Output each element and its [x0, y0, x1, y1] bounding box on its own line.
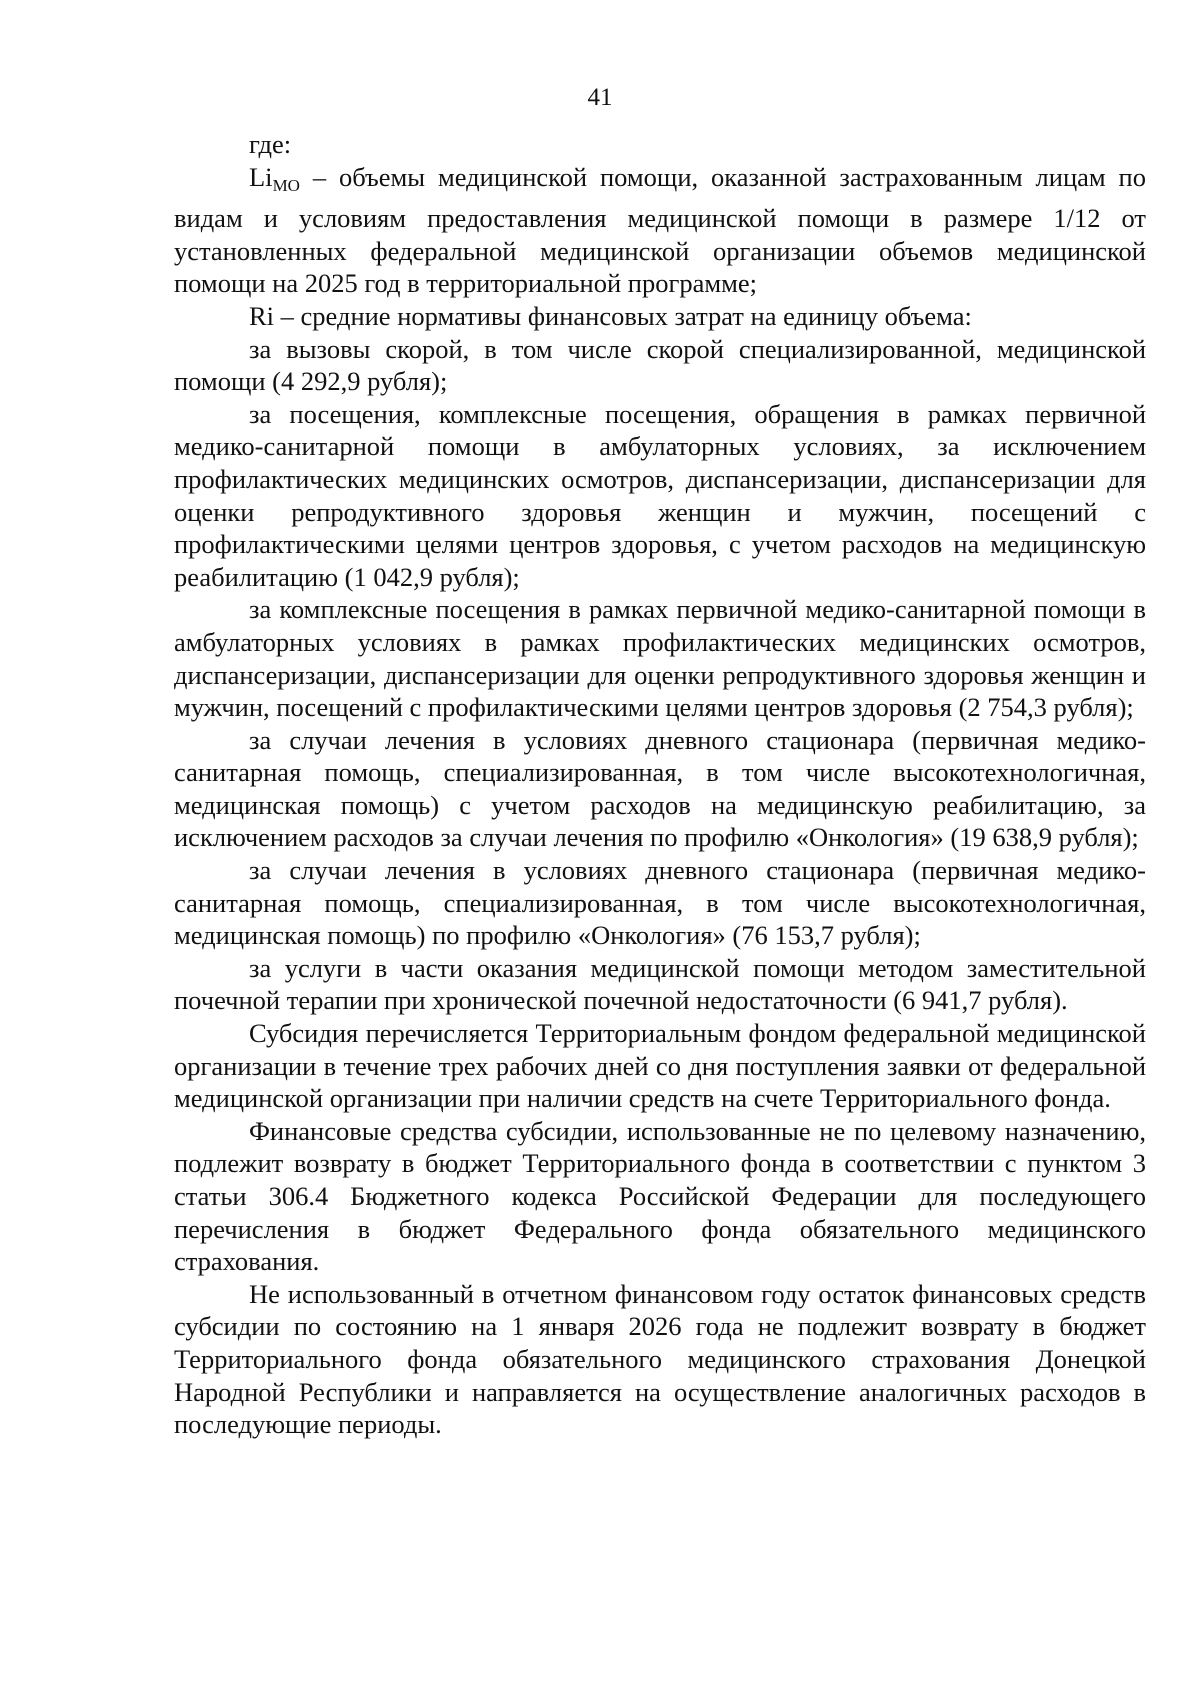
limo-subscript: МО [272, 175, 300, 195]
limo-definition-text: – объемы медицинской помощи, оказанной застрахованным лицам по видам и условиям предоставления медицинской помощи в размере 1/12 от установленных федеральной медицинской организации объемов медицинской помощи на 2025 год в территориальной программе; [174, 161, 1146, 299]
document-body [174, 128, 1146, 1441]
ri-definition: Ri – средние нормативы финансовых затрат на единицу объема: [249, 300, 972, 331]
paragraph-subsidy-transfer: Субсидия перечисляется Территориальным фондом федеральной медицинской организации в течение трех рабочих дней со дня поступления заявки от федеральной медицинской организации при наличии средств на счете Территориального фонда. [174, 1018, 1146, 1114]
norm-item-ambulance: за вызовы скорой, в том числе скорой специализированной, медицинской помощи (4 292,9 рубля); [174, 333, 1146, 397]
norm-item-dialysis: за услуги в части оказания медицинской помощи методом заместительной почечной терапии при хронической почечной недостаточности (6 941,7 рубля). [174, 952, 1146, 1016]
limo-variable: Li [249, 161, 273, 192]
norm-item-day-hospital-oncology: за случаи лечения в условиях дневного стационара (первичная медико-санитарная помощь, специализированная, в том числе высокотехнологичная, медицинская помощь) по профилю «Онкология» (76 153,7 рубля); [174, 855, 1146, 951]
paragraph-subsidy-return: Финансовые средства субсидии, использованные не по целевому назначению, подлежит возврату в бюджет Территориального фонда в соответствии с пунктом 3 статьи 306.4 Бюджетного кодекса Российской Федерации для последующего перечисления в бюджет Федерального фонда обязательного медицинского страхования. [174, 1115, 1146, 1277]
limo-definition [174, 161, 1146, 300]
intro-line: где: [249, 129, 292, 159]
page-number: 41 [587, 84, 613, 111]
paragraph-subsidy-balance: Не использованный в отчетном финансовом году остаток финансовых средств субсидии по состоянию на 1 января 2026 года не подлежит возврату в бюджет Территориального фонда обязательного медицинского страхования Донецкой Народной Республики и направляется на осуществление аналогичных расходов в последующие периоды. [174, 1278, 1146, 1440]
norm-item-day-hospital: за случаи лечения в условиях дневного стационара (первичная медико-санитарная помощь, специализированная, в том числе высокотехнологичная, медицинская помощь) с учетом расходов на медицинскую реабилитацию, за исключением расходов за случаи лечения по профилю «Онкология» (19 638,9 рубля); [174, 724, 1146, 853]
norm-item-complex-visits: за комплексные посещения в рамках первичной медико-санитарной помощи в амбулаторных условиях в рамках профилактических медицинских осмотров, диспансеризации, диспансеризации для оценки репродуктивного здоровья женщин и мужчин, посещений с профилактическими целями центров здоровья (2 754,3 рубля); [174, 594, 1146, 723]
norm-item-visits: за посещения, комплексные посещения, обращения в рамках первичной медико-санитарной помощи в амбулаторных условиях, за исключением профилактических медицинских осмотров, диспансеризации, диспансеризации для оценки репродуктивного здоровья женщин и мужчин, посещений с профилактическими целями центров здоровья, с учетом расходов на медицинскую реабилитацию (1 042,9 рубля); [174, 398, 1146, 592]
